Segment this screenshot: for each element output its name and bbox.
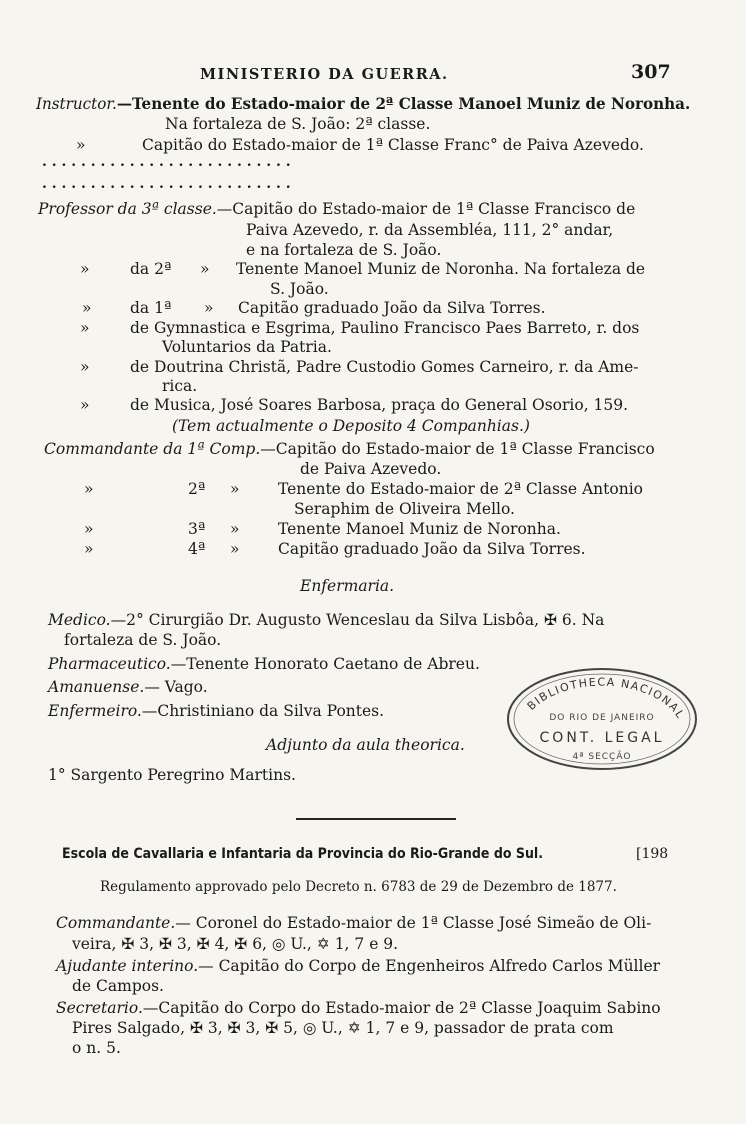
sargento-line: 1° Sargento Peregrino Martins. [48, 766, 296, 784]
medico-line-1: Medico.—2° Cirurgião Dr. Augusto Wenceslau da Silva Lisbôa, ✠ 6. Na [48, 611, 605, 629]
cmd2-num: 2ª [188, 480, 206, 498]
gym-line-1: de Gymnastica e Esgrima, Paulino Francisco Paes Barreto, r. dos [130, 319, 640, 337]
doutrina-line-1: de Doutrina Christã, Padre Custodio Gomes Carneiro, r. da Ame- [130, 358, 639, 376]
cmd1-line-1: Commandante da 1ª Comp.—Capitão do Estado-maior de 1ª Classe Francisco [44, 440, 655, 458]
stamp-legal: CONT. LEGAL [539, 730, 665, 746]
musica-line-1: de Musica, José Soares Barbosa, praça do General Osorio, 159. [130, 396, 629, 414]
dot-leader-2: . . . . . . . . . . . . . . . . . . . . . . . . . . [42, 176, 291, 192]
cmd2-mark: » [84, 480, 94, 498]
secretario-line-2: Pires Salgado, ✠ 3, ✠ 3, ✠ 5, ◎ U., ✡ 1, 7 e 9, passador de prata com [72, 1019, 614, 1037]
enfermeiro-line: Enfermeiro.—Christiniano da Silva Pontes. [48, 702, 385, 720]
doutrina-mark: » [80, 358, 90, 376]
instructor-line-2: Na fortaleza de S. João: 2ª classe. [165, 115, 431, 133]
pharmaceutico-label: Pharmaceutico. [48, 655, 171, 673]
pharmaceutico-line: Pharmaceutico.—Tenente Honorato Caetano de Abreu. [48, 655, 480, 673]
esc-commandante-label: Commandante. [56, 914, 176, 932]
prof1-mark: » [82, 299, 92, 317]
cmd4-mark: » [84, 540, 94, 558]
prof2-mark-2: » [200, 260, 210, 278]
stamp-section: 4ª SECÇÃO [572, 752, 632, 762]
secretario-label: Secretario. [56, 999, 143, 1017]
musica-mark: » [80, 396, 90, 414]
ajudante-line-2: de Campos. [72, 977, 164, 995]
prof3-line-3: e na fortaleza de S. João. [246, 241, 442, 259]
prof1-da: da 1ª [130, 299, 172, 317]
doutrina-line-2: rica. [162, 377, 198, 395]
cmd4-mark-2: » [230, 540, 240, 558]
instructor-line-3-mark: » [76, 136, 86, 154]
dot-leader-1: . . . . . . . . . . . . . . . . . . . . . . . . . . [42, 154, 291, 170]
secretario-line-1: Secretario.—Capitão do Corpo do Estado-maior de 2ª Classe Joaquim Sabino [56, 999, 661, 1017]
adjunto-heading: Adjunto da aula theorica. [266, 736, 465, 754]
amanuense-line: Amanuense.— Vago. [48, 678, 208, 696]
running-header: MINISTERIO DA GUERRA. [200, 66, 449, 83]
esc-commandante-line-1: Commandante.— Coronel do Estado-maior de 1ª Classe José Simeão de Oli- [56, 914, 652, 932]
library-stamp [502, 663, 702, 773]
cmd3-mark: » [84, 520, 94, 538]
prof2-line-2: S. João. [270, 280, 329, 298]
instructor-text: —Tenente do Estado-maior de 2ª Classe Manoel Muniz de Noronha. [116, 94, 691, 113]
escola-ref: [198 [636, 846, 669, 862]
section-divider [296, 818, 456, 820]
gym-line-2: Voluntarios da Patria. [162, 338, 332, 356]
ajudante-label: Ajudante interino. [56, 957, 199, 975]
prof2-line-1: Tenente Manoel Muniz de Noronha. Na fortaleza de [236, 260, 646, 278]
instructor-line-1 [36, 95, 690, 113]
prof2-da: da 2ª [130, 260, 172, 278]
medico-label: Medico. [48, 611, 111, 629]
regulamento-line: Regulamento approvado pelo Decreto n. 6783 de 29 de Dezembro de 1877. [100, 879, 617, 895]
esc-commandante-line-2: veira, ✠ 3, ✠ 3, ✠ 4, ✠ 6, ◎ U., ✡ 1, 7 e 9. [72, 935, 399, 953]
amanuense-label: Amanuense. [48, 678, 145, 696]
cmd3-num: 3ª [188, 520, 206, 538]
prof1-line-1: Capitão graduado João da Silva Torres. [238, 299, 546, 317]
cmd3-line-1: Tenente Manoel Muniz de Noronha. [278, 520, 561, 538]
instructor-label: Instructor. [36, 95, 117, 113]
cmd2-line-1: Tenente do Estado-maior de 2ª Classe Antonio [278, 480, 643, 498]
cmd4-num: 4ª [188, 540, 206, 558]
cmd1-line-2: de Paiva Azevedo. [300, 460, 442, 478]
companhias-note: (Tem actualmente o Deposito 4 Companhias.) [172, 417, 530, 435]
stamp-arc-text: BIBLIOTHECA NACIONAL [524, 675, 688, 722]
cmd2-mark-2: » [230, 480, 240, 498]
enfermaria-heading: Enfermaria. [300, 577, 395, 595]
prof3-line-1: Professor da 3ª classe.—Capitão do Estado-maior de 1ª Classe Francisco de [38, 200, 636, 218]
escola-title: Escola de Cavallaria e Infantaria da Provincia do Rio-Grande do Sul. [62, 846, 544, 862]
prof3-line-2: Paiva Azevedo, r. da Assembléa, 111, 2° andar, [246, 221, 614, 239]
gym-mark: » [80, 319, 90, 337]
prof1-mark-2: » [204, 299, 214, 317]
ajudante-line-1: Ajudante interino.— Capitão do Corpo de Engenheiros Alfredo Carlos Müller [56, 957, 661, 975]
medico-line-2: fortaleza de S. João. [64, 631, 222, 649]
cmd4-line-1: Capitão graduado João da Silva Torres. [278, 540, 586, 558]
cmd1-label: Commandante da 1ª Comp. [44, 440, 261, 458]
page-number: 307 [631, 61, 671, 83]
instructor-line-3: Capitão do Estado-maior de 1ª Classe Franc° de Paiva Azevedo. [142, 136, 644, 154]
enfermeiro-label: Enfermeiro. [48, 702, 142, 720]
prof3-label: Professor da 3ª classe. [38, 200, 217, 218]
secretario-line-3: o n. 5. [72, 1039, 121, 1057]
cmd2-line-2: Seraphim de Oliveira Mello. [294, 500, 515, 518]
cmd3-mark-2: » [230, 520, 240, 538]
stamp-city: DO RIO DE JANEIRO [549, 713, 655, 723]
prof2-mark: » [80, 260, 90, 278]
